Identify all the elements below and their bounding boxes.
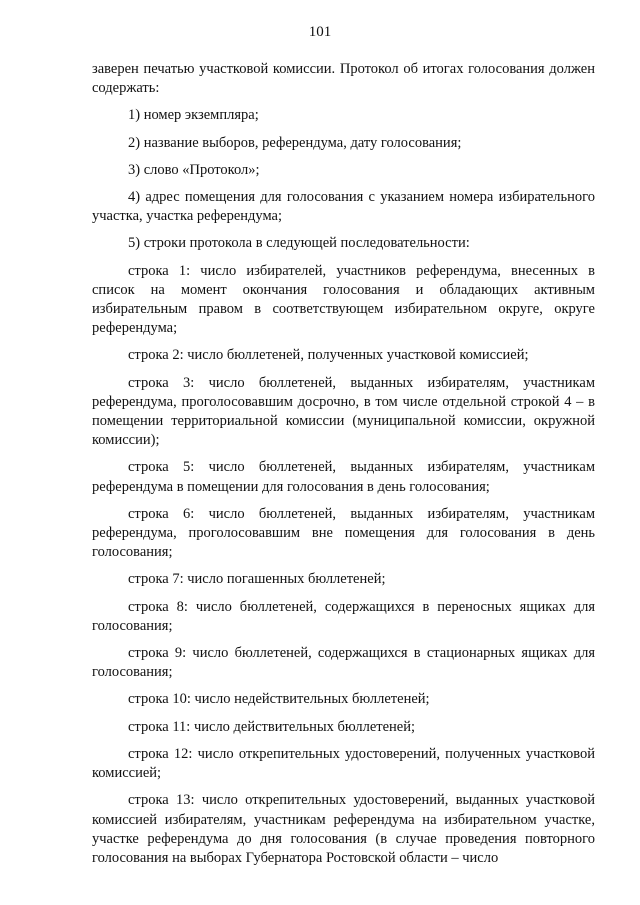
paragraph: строка 5: число бюллетеней, выданных избирателям, участникам референдума в помещении для голосования в день голосования; (92, 459, 595, 495)
paragraph: строка 13: число открепительных удостоверений, выданных участковой комиссией избирателям, участникам референдума на избирательном участке, участке референдума до дня голосования (в случае проведения повторного голосования на выборах Губернатора Ростовской области – число (92, 792, 595, 866)
paragraph: строка 3: число бюллетеней, выданных избирателям, участникам референдума, проголосовавшим досрочно, в том числе отдельной строкой 4 – в помещении территориальной комиссии (муниципальной комиссии, окружной комиссии); (92, 374, 595, 449)
paragraph: строка 2: число бюллетеней, полученных участковой комиссией; (128, 347, 529, 364)
paragraph: строка 11: число действительных бюллетеней; (128, 718, 416, 735)
paragraph: строка 9: число бюллетеней, содержащихся в стационарных ящиках для голосования; (92, 645, 595, 681)
paragraph: строка 12: число открепительных удостоверений, полученных участковой комиссией; (92, 745, 595, 782)
paragraph: заверен печатью участковой комиссии. Протокол об итогах голосования должен содержать: (92, 61, 595, 97)
paragraph: 1) номер экземпляра; (128, 107, 259, 124)
document-body (92, 60, 595, 868)
paragraph: строка 7: число погашенных бюллетеней; (128, 571, 386, 588)
page-number: 101 (308, 24, 332, 40)
paragraph: строка 1: число избирателей, участников референдума, внесенных в список на момент окончания голосования и обладающих активным избирательным правом в соответствующем избирательном округе, округе референдума; (92, 262, 595, 337)
paragraph: 2) название выборов, референдума, дату голосования; (128, 134, 462, 151)
paragraph: 3) слово «Протокол»; (128, 161, 260, 178)
paragraph: 4) адрес помещения для голосования с указанием номера избирательного участка, участка референдума; (92, 189, 595, 225)
paragraph: 5) строки протокола в следующей последовательности: (128, 235, 470, 252)
paragraph: строка 10: число недействительных бюллетеней; (128, 691, 430, 708)
paragraph: строка 6: число бюллетеней, выданных избирателям, участникам референдума, проголосовавшим вне помещения для голосования в день голосования; (92, 505, 595, 561)
paragraph: строка 8: число бюллетеней, содержащихся в переносных ящиках для голосования; (92, 598, 595, 634)
